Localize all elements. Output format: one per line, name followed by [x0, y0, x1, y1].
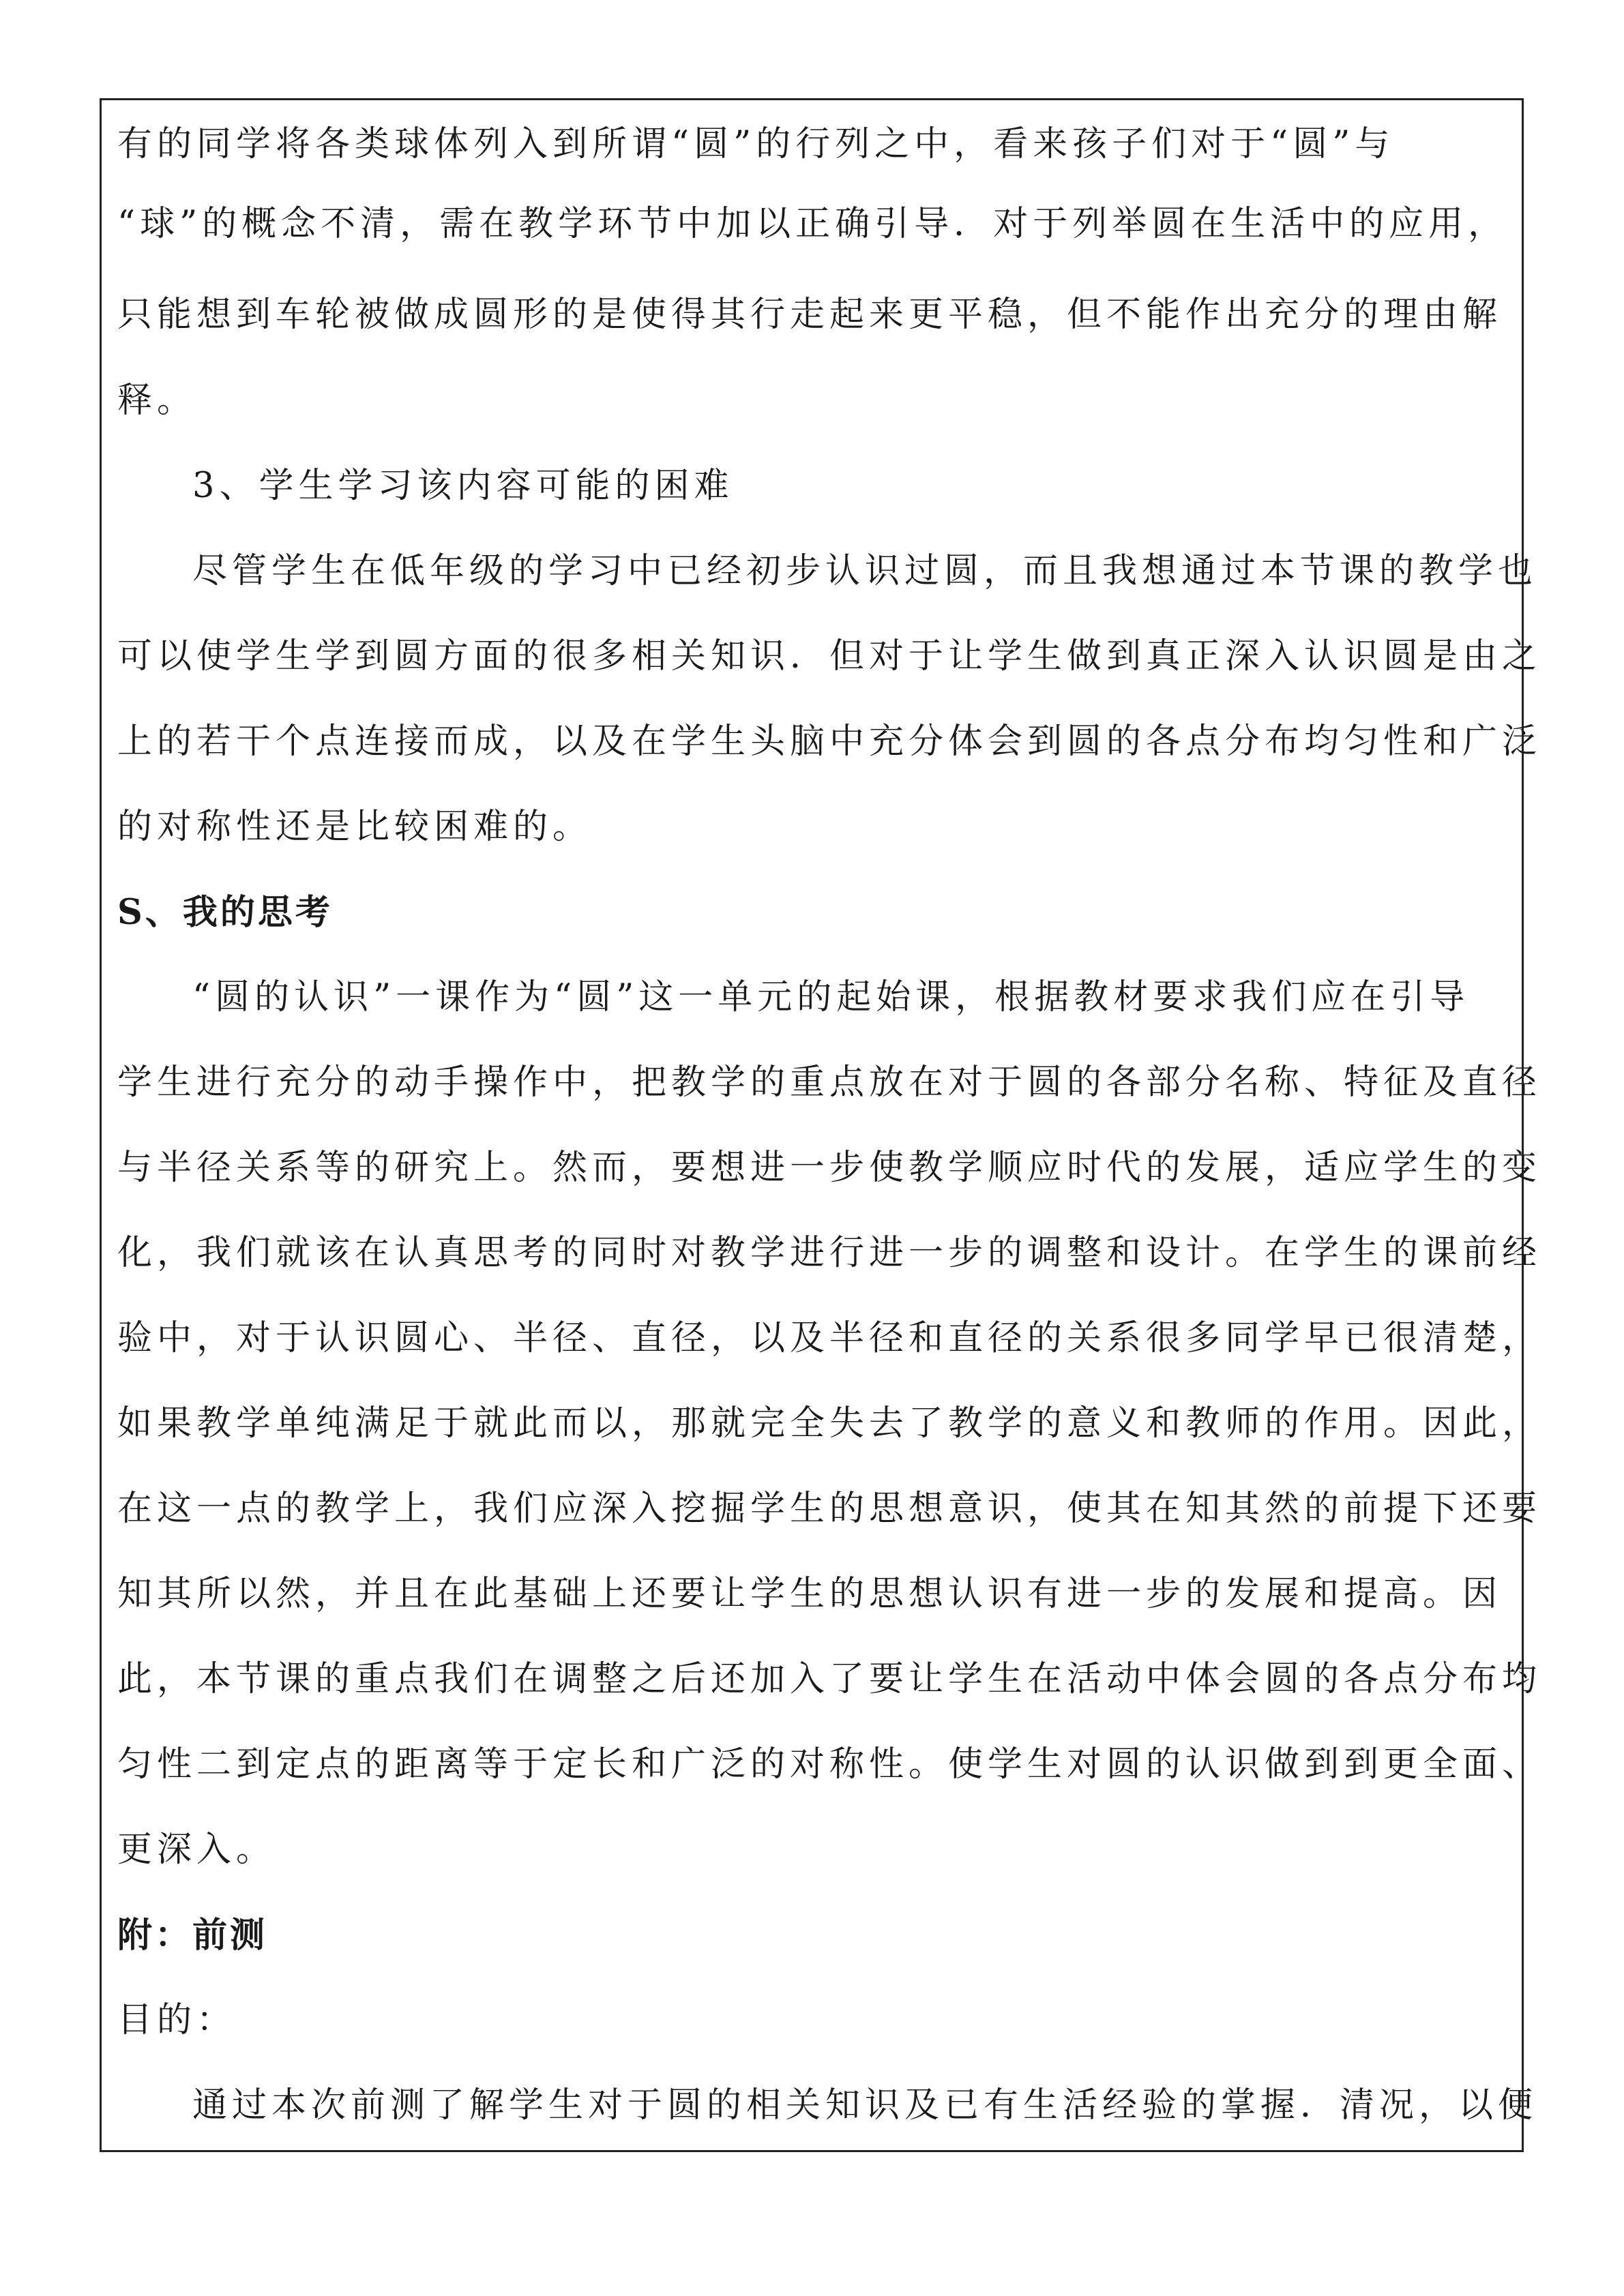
text-line-15: 验中，对于认识圆心、半径、直径，以及半径和直径的关系很多同学早已很清楚，: [117, 1318, 1542, 1358]
text-line-13: 与半径关系等的研究上。然而，要想进一步使教学顺应时代的发展，适应学生的变: [117, 1148, 1542, 1188]
text-line-20: 匀性二到定点的距离等于定长和广泛的对称性。使学生对圆的认识做到到更全面、: [117, 1744, 1542, 1785]
text-line-4: 释。: [117, 381, 197, 421]
text-line-14: 化，我们就该在认真思考的同时对教学进行进一步的调整和设计。在学生的课前经: [117, 1233, 1542, 1273]
section-heading-3: 3、学生学习该内容可能的困难: [192, 466, 734, 506]
text-line-24: 通过本次前测了解学生对于圆的相关知识及已有生活经验的掌握．清况，以便: [192, 2085, 1538, 2126]
text-line-3: 只能想到车轮被做成圆形的是使得其行走起来更平稳，但不能作出充分的理由解: [117, 295, 1503, 335]
text-line-18: 知其所以然，并且在此基础上还要让学生的思想认识有进一步的发展和提高。因: [117, 1574, 1503, 1614]
text-line-11: “圆的认识”一课作为“圆”这一单元的起始课，根据教材要求我们应在引导: [192, 977, 1470, 1017]
section-heading-appendix: 附：前测: [117, 1915, 268, 1956]
text-line-7: 可以使学生学到圆方面的很多相关知识．但对于让学生做到真正深入认识圆是由之: [117, 636, 1542, 676]
page-border: [100, 98, 1524, 2152]
text-line-2: “球”的概念不清，需在教学环节中加以正确引导．对于列举圆在生活中的应用，: [117, 204, 1508, 244]
text-line-8: 上的若干个点连接而成，以及在学生头脑中充分体会到圆的各点分布均匀性和广泛: [117, 721, 1542, 762]
text-line-21: 更深入。: [117, 1830, 276, 1870]
text-line-16: 如果教学单纯满足于就此而以，那就完全失去了教学的意义和教师的作用。因此，: [117, 1403, 1542, 1444]
text-line-9: 的对称性还是比较困难的。: [117, 807, 593, 847]
text-line-1: 有的同学将各类球体列入到所谓“圆”的行列之中，看来孩子们对于“圆”与: [117, 124, 1395, 164]
section-heading-s: S、我的思考: [117, 892, 333, 933]
text-line-12: 学生进行充分的动手操作中，把教学的重点放在对于圆的各部分名称、特征及直径: [117, 1062, 1542, 1103]
text-line-6: 尽管学生在低年级的学习中已经初步认识过圆，而且我想通过本节课的教学也: [192, 551, 1538, 591]
text-line-purpose: 目的：: [117, 2000, 237, 2040]
text-line-17: 在这一点的教学上，我们应深入挖掘学生的思想意识，使其在知其然的前提下还要: [117, 1489, 1542, 1529]
text-line-19: 此，本节课的重点我们在调整之后还加入了要让学生在活动中体会圆的各点分布均: [117, 1659, 1542, 1699]
